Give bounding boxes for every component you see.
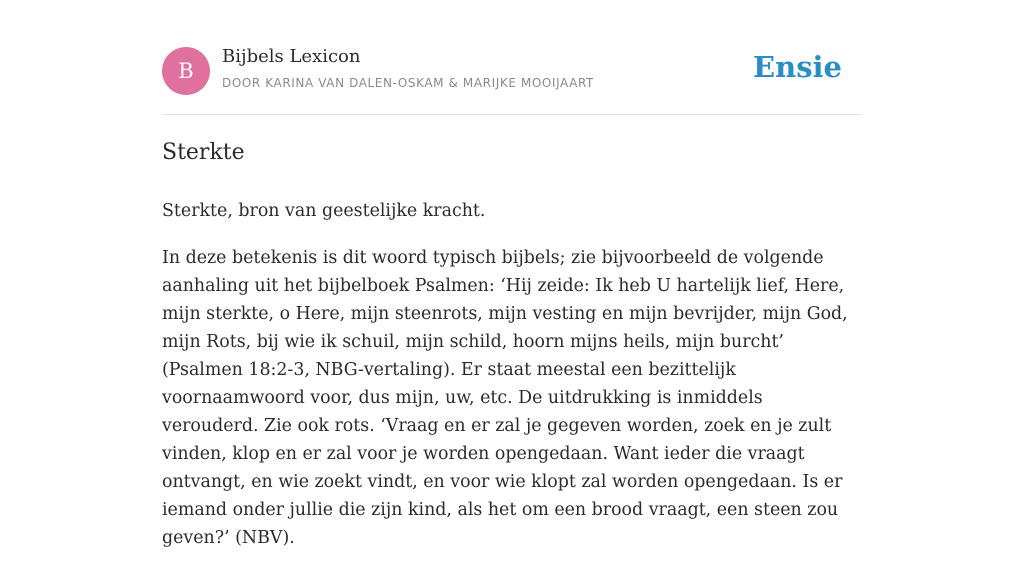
ensie-logo[interactable]: Ensie xyxy=(753,50,842,84)
article-paragraph-body: In deze betekenis is dit woord typisch bijbels; zie bijvoorbeeld de volgende aanhaling uit het bijbelboek Psalmen: ‘Hij zeide: Ik heb U hartelijk lief, Here, mijn sterkte, o Here, mijn steenrots, mijn vesting en mijn bevrijder, mijn God, mijn Rots, bij wie ik schuil, mijn schild, hoorn mijns heils, mijn burcht’ (Psalmen 18:2-3, NBG-vertaling). Er staat meestal een bezittelijk voornaamwoord voor, dus mijn, uw, etc. De uitdrukking is inmiddels verouderd. Zie ook rots. ‘Vraag en er zal je gegeven worden, zoek en je zult vinden, klop en er zal voor je worden opengedaan. Want ieder die vraagt ontvangt, en wie zoekt vindt, en voor wie klopt zal worden opengedaan. Is er iemand onder jullie die zijn kind, als het om een brood vraagt, een steen zou geven?’ (NBV). xyxy=(162,248,848,548)
page-header xyxy=(162,46,862,115)
article-title: Sterkte xyxy=(162,140,245,165)
article-paragraph-definition: Sterkte, bron van geestelijke kracht. xyxy=(162,201,486,221)
article-content xyxy=(162,136,862,571)
publication-title[interactable]: Bijbels Lexicon xyxy=(222,46,361,67)
publication-avatar[interactable]: B xyxy=(162,47,210,95)
publication-authors: DOOR KARINA VAN DALEN-OSKAM & MARIJKE MOOIJAART xyxy=(222,76,594,90)
